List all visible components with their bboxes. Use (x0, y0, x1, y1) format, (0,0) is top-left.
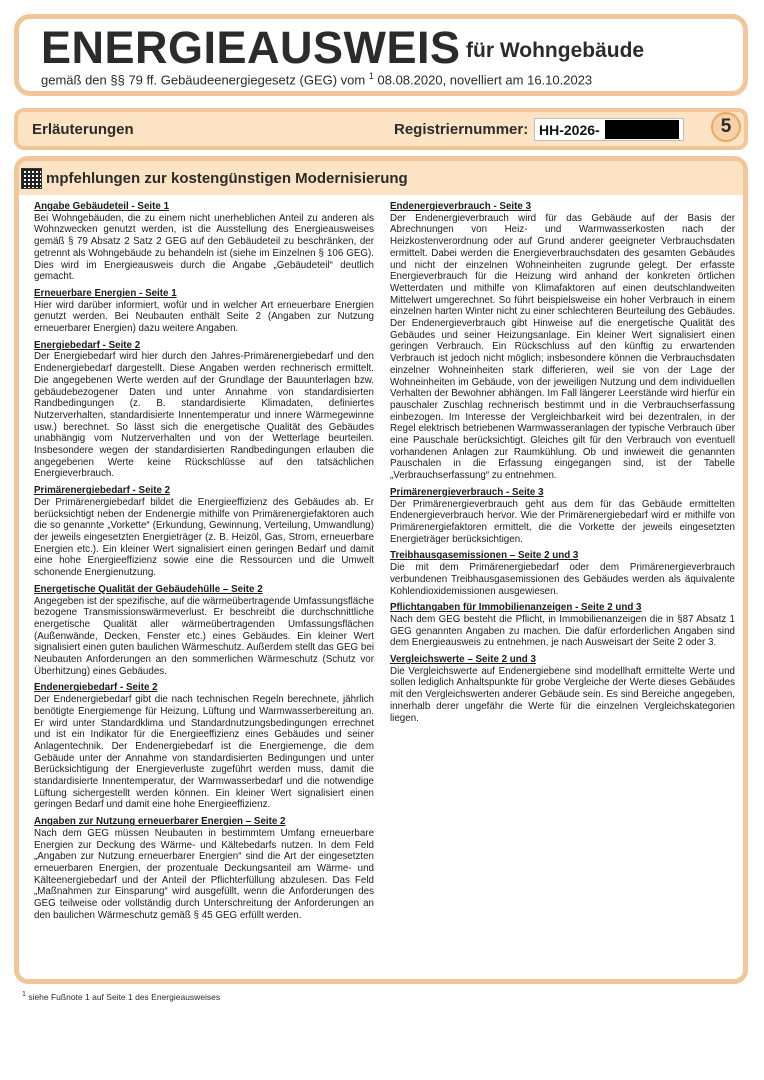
section-heading: Treibhausgasemissionen – Seite 2 und 3 (390, 550, 579, 562)
section-heading: Vergleichswerte – Seite 2 und 3 (390, 654, 536, 666)
explanation-section (34, 682, 374, 811)
section-text: Nach dem GEG müssen Neubauten in bestimmtem Umfang erneuerbare Energien zur Deckung des Wärme- und Kältebedarfs nutzen. In dem Feld „Angaben zur Nutzung erneuerbarer Energien“ sind die Art der eingesetzten erneuerbaren Energien, der prozentuale Deckungsanteil am Wärme- und Kälteenergiebedarf und der Anteil der Pflichterfüllung abzulesen. Das Feld „Maßnahmen zur Einsparung“ wird ausgefüllt, wenn die Anforderungen des GEG teilweise oder vollständig durch Unterschreitung der Anforderungen an den baulichen Wärmeschutz gemäß § 45 GEG erfüllt werden. (34, 827, 374, 921)
section-heading: Energiebedarf - Seite 2 (34, 339, 141, 351)
explanation-section (34, 584, 374, 678)
section-text: Der Endenergieverbrauch wird für das Gebäude auf der Basis der Abrechnungen von Heiz- und Warmwasserkosten nach der Heizkostenverordnung oder auf Grund anderer geeigneter Verbrauchsdaten ermittelt. Dabei werden die Energieverbrauchsdaten des gesamten Gebäudes und nicht der einzelnen Wohneinheiten zugrunde gelegt. Der erfasste Energieverbrauch für die Heizung wird anhand der konkreten örtlichen Wetterdaten und mithilfe von Klimafaktoren auf einen deutschlandweiten Mittelwert umgerechnet. So führt beispielsweise ein hoher Verbrauch in einem einzelnen harten Winter nicht zu einer schlechteren Beurteilung des Gebäudes. Der Endenergieverbrauch gibt Hinweise auf die energetische Qualität des Gebäudes und seiner Heizungsanlage. Ein kleiner Wert signalisiert einen geringen Verbrauch. Ein Rückschluss auf den künftig zu erwartenden Verbrauch ist jedoch nicht möglich; insbesondere können die Verbrauchsdaten einzelner Wohneinheiten stark differieren, weil sie von der Lage der Wohneinheiten im Gebäude, von der jeweiligen Nutzung und dem individuellen Verhalten der Bewohner abhängen. Im Fall längerer Leerstände wird hierfür ein pauschaler Zuschlag rechnerisch bestimmt und in die Verbrauchserfassung einbezogen. Im Interesse der Vergleichbarkeit wird bei dezentralen, in der Regel elektrisch betriebenen Warmwasseranlagen der typische Verbrauch über eine Pauschale berücksichtigt. Gleiches gilt für den Verbrauch von eventuell vorhandenen Anlagen zur Raumkühlung. Ob und inwieweit die genannten Pauschalen in die Erfassung eingegangen sind, ist der Tabelle „Verbrauchserfassung“ zu entnehmen. (390, 212, 735, 482)
section-bar (14, 108, 748, 150)
document-subtitle: für Wohngebäude (466, 39, 645, 62)
registration-field (534, 118, 684, 141)
section-heading: Endenergieverbrauch - Seite 3 (390, 201, 532, 212)
content-title: mpfehlungen zur kostengünstigen Modernisierung (46, 170, 408, 187)
section-text: Nach dem GEG besteht die Pflicht, in Immobilienanzeigen die in §87 Absatz 1 GEG genannten Angaben zu machen. Die dafür erforderlichen Angaben sind dem Energieausweis zu entnehmen, je nach Ausweisart der Seite 2 oder 3. (390, 613, 735, 649)
section-text: Bei Wohngebäuden, die zu einem nicht unerheblichen Anteil zu anderen als Wohnzwecken genutzt werden, ist die Ausstellung des Energieausweises gemäß § 79 Absatz 2 Satz 2 GEG auf den Gebäudeteil zu beschränken, der getrennt als Wohngebäude zu behandeln ist (siehe im Einzelnen § 106 GEG). Dies wird im Energieausweis durch die Angabe „Gebäudeteil“ deutlich gemacht. (34, 212, 374, 283)
registration-value: HH-2026- (539, 122, 600, 138)
law-dates: 08.08.2020, novelliert am 16.10.2023 (377, 72, 593, 88)
section-heading: Energetische Qualität der Gebäudehülle – Seite 2 (34, 583, 263, 595)
explanation-section (390, 550, 735, 597)
section-heading: Angabe Gebäudeteil - Seite 1 (34, 201, 170, 212)
footnote-marker: 1 (22, 990, 26, 998)
qr-code-icon (21, 168, 42, 189)
left-column (34, 201, 374, 926)
section-text: Angegeben ist der spezifische, auf die wärmeübertragende Umfassungsfläche bezogene Transmissionswärmeverlust. Er beschreibt die durchschnittliche energetische Qualität aller wärmeübertragenden Umfassungsflächen (Außenwände, Decken, Fenster etc.) eines Gebäudes. Ein kleiner Wert signalisiert einen guten baulichen Wärmeschutz. Außerdem stellt das GEG bei Neubauten Anforderungen an den sommerlichen Wärmeschutz (Schutz vor Überhitzung) eines Gebäudes. (34, 595, 374, 677)
section-text: Der Endenergiebedarf gibt die nach technischen Regeln berechnete, jährlich benötigte Energiemenge für Heizung, Lüftung und Warmwasserbereitung an. Er wird unter Standardklima und Standardnutzungsbedingungen errechnet und ist ein Indikator für die Energieeffizienz eines Gebäudes und seiner Anlagentechnik. Der Endenergiebedarf ist die Energiemenge, die dem Gebäude unter der Annahme von standardisierten Bedingungen und unter Berücksichtigung der Energieverluste zugeführt werden muss, damit die standardisierte Innentemperatur, der Warmwasserbedarf und die notwendige Lüftung sichergestellt werden können. Ein kleiner Wert signalisiert einen geringen Bedarf und damit eine hohe Energieeffizienz. (34, 694, 374, 811)
page-number-badge: 5 (711, 112, 741, 142)
footnote (22, 990, 220, 1002)
content-panel (14, 156, 748, 984)
section-text: Die mit dem Primärenergiebedarf oder dem Primärenergieverbrauch verbundenen Treibhausgasemissionen des Gebäudes werden als äquivalente Kohlendioxidemissionen ausgewiesen. (390, 562, 735, 597)
section-heading: Pflichtangaben für Immobilienanzeigen - Seite 2 und 3 (390, 602, 642, 614)
section-heading: Endenergiebedarf - Seite 2 (34, 682, 158, 694)
section-heading: Erneuerbare Energien - Seite 1 (34, 287, 177, 299)
section-heading: Angaben zur Nutzung erneuerbarer Energien – Seite 2 (34, 816, 286, 828)
document-header (14, 14, 748, 96)
section-label: Erläuterungen (32, 121, 134, 138)
redaction-block (605, 120, 679, 139)
section-heading: Primärenergiebedarf - Seite 2 (34, 485, 171, 497)
law-footnote-marker: 1 (368, 71, 374, 81)
section-text: Der Primärenergieverbrauch geht aus dem für das Gebäude ermittelten Endenergieverbrauch hervor. Wie der Primärenergiebedarf wird er mithilfe von Primärenergiefaktoren ermittelt, die die Vorkette der jeweils eingesetzten Energieträger berücksichtigen. (390, 498, 735, 545)
document-title: ENERGIEAUSWEIS (41, 22, 461, 73)
law-line: gemäß den §§ 79 ff. Gebäudeenergiegesetz (GEG) vom (41, 72, 366, 88)
section-text: Hier wird darüber informiert, wofür und in welcher Art erneuerbare Energien genutzt werden. Bei Neubauten enthält Seite 2 (Angaben zur Nutzung erneuerbarer Energien) dazu weitere Angaben. (34, 299, 374, 335)
section-text: Der Primärenergiebedarf bildet die Energieeffizienz des Gebäudes ab. Er berücksichtigt neben der Endenergie mithilfe von Primärenergiefaktoren auch die so genannte „Vorkette“ (Erkundung, Gewinnung, Verteilung, Umwandlung) der jeweils eingesetzten Energieträger (z. B. Heizöl, Gas, Strom, erneuerbare Energien etc.). Ein kleiner Wert signalisiert einen geringen Bedarf und damit eine hohe Energieeffizienz sowie eine die Ressourcen und die Umwelt schonende Energienutzung. (34, 496, 374, 579)
registration-label: Registriernummer: (394, 121, 529, 138)
section-text: Die Vergleichswerte auf Endenergiebene sind modellhaft ermittelte Werte und sollen lediglich Anhaltspunkte für grobe Vergleiche der Werte dieses Gebäudes mit den Vergleichswerten anderer Gebäude sein. Es sind Bereiche angegeben, innerhalb derer ungefähr die Werte für die einzelnen Vergleichskategorien liegen. (390, 665, 735, 724)
explanation-section (34, 816, 374, 921)
explanation-section (390, 487, 735, 546)
explanation-section (390, 201, 735, 482)
explanation-section (34, 201, 374, 283)
explanation-section (34, 340, 374, 480)
explanation-section (390, 602, 735, 649)
content-header (19, 161, 743, 195)
explanation-section (390, 654, 735, 724)
footnote-text: siehe Fußnote 1 auf Seite 1 des Energieausweises (28, 991, 221, 1002)
right-column (390, 201, 735, 729)
section-text: Der Energiebedarf wird hier durch den Jahres-Primärenergiebedarf und den Endenergiebedarf dargestellt. Diese Angaben werden rechnerisch ermittelt. Die angegebenen Werte werden auf der Grundlage der Bauunterlagen bzw. gebäudebezogener Daten und unter Annahme von standardisierten Randbedingungen (z. B. standardisierte Klimadaten, definiertes Nutzerverhalten, standardisierte Innentemperatur und innere Wärmegewinne usw.) berechnet. So lässt sich die energetische Qualität des Gebäudes unabhängig vom Nutzerverhalten und von der Wetterlage beurteilen. Insbesondere wegen der standardisierten Randbedingungen erlauben die angegebenen Werte keine Rückschlüsse auf den tatsächlichen Energieverbrauch. (34, 351, 374, 480)
section-heading: Primärenergieverbrauch - Seite 3 (390, 486, 544, 498)
law-reference (41, 71, 592, 87)
explanation-section (34, 288, 374, 335)
explanation-section (34, 485, 374, 579)
